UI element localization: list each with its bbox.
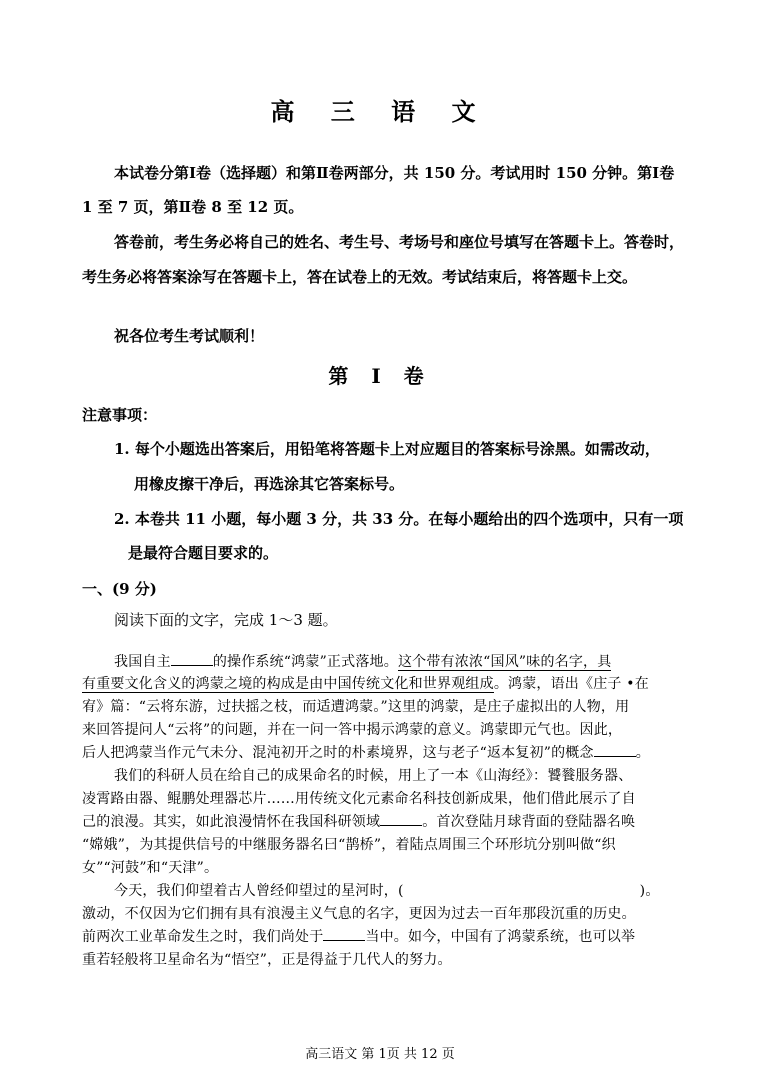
passage-text: 后人把鸿蒙当作元气未分、混沌初开之时的朴素境界，这与老子“返本复初”的概念 — [82, 745, 594, 761]
passage-line-12: 激动，不仅因为它们拥有具有浪漫主义气息的名字，更因为过去一百年那段沉重的历史。 — [82, 906, 636, 922]
answer-blank-1 — [171, 651, 213, 666]
passage-line-2 — [82, 673, 649, 693]
passage-text: 。 — [635, 745, 650, 761]
passage-text: )。 — [639, 883, 660, 899]
passage-text: 前两次工业革命发生之时，我们尚处于 — [82, 929, 324, 945]
notice-item-1-line-1: 1. 每个小题选出答案后，用铅笔将答题卡上对应题目的答案标号涂黑。如需改动， — [114, 440, 660, 458]
part-1-heading: 一、(9 分) — [82, 580, 157, 598]
passage-line-10: 女”“河鼓”和“天津”。 — [82, 860, 219, 876]
good-luck-message: 祝各位考生考试顺利！ — [114, 327, 265, 345]
notice-item-2-line-2: 是最符合题目要求的。 — [128, 544, 279, 562]
passage-text: 的操作系统“鸿蒙”正式落地。 — [212, 654, 398, 670]
page-title: 高 三 语 文 — [270, 97, 490, 126]
passage-text: 。首次登陆月球背面的登陆器名唤 — [422, 814, 636, 830]
passage-text: 。鸿蒙，语出《庄子 •在 — [493, 676, 649, 692]
passage-line-6: 我们的科研人员在给自己的成果命名的时候，用上了一本《山海经》：饕餮服务器、 — [114, 768, 633, 784]
intro-paragraph-1-line-2: 1 至 7 页，第Ⅱ卷 8 至 12 页。 — [82, 198, 304, 216]
intro-paragraph-2-line-2: 考生务必将答案涂写在答题卡上，答在试卷上的无效。考试结束后，将答题卡上交。 — [82, 268, 638, 286]
underlined-sentence: 有重要文化含义的鸿蒙之境的构成是由中国传统文化和世界观组成 — [82, 676, 494, 692]
answer-blank-2 — [594, 742, 636, 757]
answer-blank-3 — [380, 811, 422, 826]
passage-line-9: “嫦娥”，为其提供信号的中继服务器名曰“鹊桥”，着陆点周围三个环形坑分别叫做“织 — [82, 837, 616, 853]
notice-item-1-line-2: 用橡皮擦干净后，再选涂其它答案标号。 — [134, 475, 405, 493]
section-title: 第 Ⅰ 卷 — [328, 364, 432, 388]
passage-line-8 — [82, 811, 635, 831]
intro-paragraph-2-line-1: 答卷前，考生务必将自己的姓名、考生号、考场号和座位号填写在答题卡上。答卷时， — [114, 233, 685, 251]
notice-heading: 注意事项： — [82, 406, 158, 424]
passage-text: 当中。如今，中国有了鸿蒙系统，也可以举 — [365, 929, 636, 945]
passage-line-14: 重若轻般将卫星命名为“悟空”，正是得益于几代人的努力。 — [82, 952, 452, 968]
passage-line-11 — [114, 880, 660, 900]
answer-blank-4 — [323, 926, 365, 941]
passage-line-7: 凌霄路由器、鲲鹏处理器芯片……用传统文化元素命名科技创新成果，他们借此展示了自 — [82, 791, 636, 807]
passage-text: 己的浪漫。其实，如此浪漫情怀在我国科研领域 — [82, 814, 381, 830]
passage-line-1 — [114, 651, 611, 671]
part-1-instruction: 阅读下面的文字，完成 1～3 题。 — [114, 611, 338, 629]
passage-line-4: 来回答提问人“云将”的问题，并在一问一答中揭示鸿蒙的意义。鸿蒙即元气也。因此， — [82, 722, 623, 738]
passage-text: 今天，我们仰望着古人曾经仰望过的星河时，( — [114, 883, 404, 899]
underlined-sentence: 这个带有浓浓“国风”味的名字，具 — [397, 654, 612, 670]
intro-paragraph-1-line-1: 本试卷分第Ⅰ卷（选择题）和第Ⅱ卷两部分，共 150 分。考试用时 150 分钟。第Ⅰ卷 — [114, 164, 675, 182]
notice-item-2-line-1: 2. 本卷共 11 小题，每小题 3 分，共 33 分。在每小题给出的四个选项中，只有一项 — [114, 510, 684, 528]
passage-line-5 — [82, 742, 650, 762]
passage-line-13 — [82, 926, 635, 946]
page-footer: 高三语文 第 1页 共 12 页 — [305, 1047, 455, 1062]
passage-text: 我国自主 — [114, 654, 171, 670]
passage-line-3: 宥》篇：“云将东游，过扶摇之枝，而适遭鸿蒙。”这里的鸿蒙，是庄子虚拟出的人物，用 — [82, 699, 630, 715]
